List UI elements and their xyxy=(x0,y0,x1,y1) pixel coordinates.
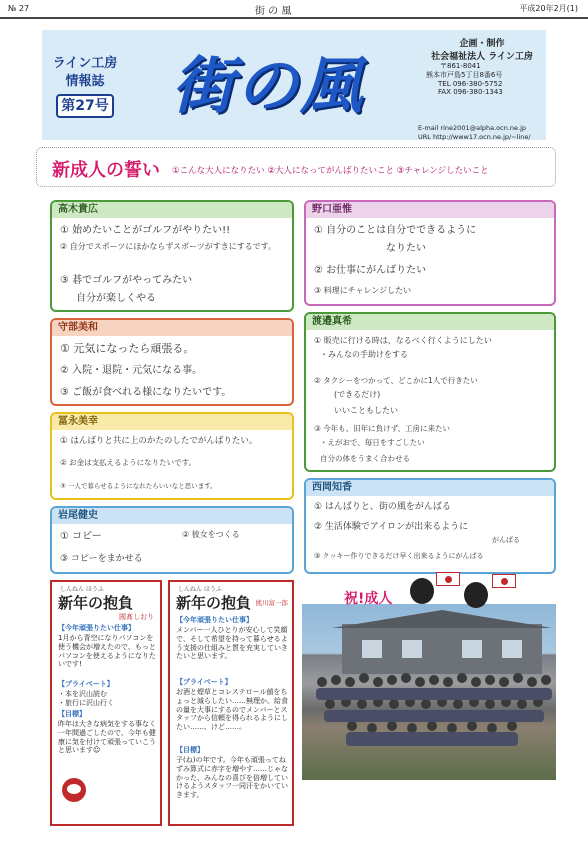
answer-line: ① はんばりと、街の風をがんばる xyxy=(314,502,451,512)
answer-line: ① 自分のことは自分でできるように xyxy=(314,225,477,236)
answer-line: ② 彼女をつくる xyxy=(182,530,240,539)
flag-icon xyxy=(492,574,516,588)
info-org: 社会福祉法人 ライン工房 xyxy=(431,52,533,62)
person-card-iwao xyxy=(50,506,294,574)
person-name: 高木貴広 xyxy=(52,202,292,218)
person-name: 渡邉真希 xyxy=(306,314,554,330)
resolution-text: メンバー一人ひとりが安心して笑顔で、そして希望を持って暮らせるよう支援の仕組みと質を充実していきたいと思います。 xyxy=(176,626,288,661)
person-name: 守部美和 xyxy=(52,320,292,336)
answer-line: ② 自分でスポーツにほかならずスポーツがすきにするです。 xyxy=(60,242,277,251)
answer-line: ③ ご飯が食べれる様になりたいです。 xyxy=(60,387,232,398)
answer-line: ③ コピーをまかせる xyxy=(60,554,143,564)
answer-line: 自分の体をうまく合わせる xyxy=(320,454,410,463)
resolution-box-1 xyxy=(50,580,162,826)
header-title: 街 の 風 xyxy=(255,6,292,17)
person-card-noguchi xyxy=(304,200,556,306)
answer-line: ③ クッキー作りできるだけ早く出来るようにがんばる xyxy=(314,552,484,560)
resolution-heading: 【プライベート】 xyxy=(176,678,232,686)
answer-line: ③ 碁でゴルフがやってみたい xyxy=(60,275,193,286)
info-fax: FAX 096-380-1343 xyxy=(438,88,503,97)
answer-line: ② お仕事にがんばりたい xyxy=(314,265,427,276)
person-name: 冨永美幸 xyxy=(52,414,292,430)
answer-line: ① コピー xyxy=(60,531,102,542)
answer-line: 自分が楽しくやる xyxy=(76,293,156,304)
resolution-text: ・本を沢山読む ・旅行に沢山行く xyxy=(58,690,114,707)
section-subtitle: ①こんな大人になりたい ②大人になってがんばりたいこと ③チャレンジしたいこと xyxy=(172,166,489,176)
answer-line: ① はんばりと共に上のかたのしたでがんばりたい。 xyxy=(60,436,258,446)
resolution-heading: 【目標】 xyxy=(58,710,86,718)
girl-illustration-icon xyxy=(464,582,488,608)
answer-line: がんばる xyxy=(492,536,520,544)
person-name: 野口亜惟 xyxy=(306,202,554,218)
answer-line: いいこともしたい xyxy=(334,406,398,415)
ruby: しんねん ほうふ xyxy=(178,586,222,593)
resolution-title: 新年の抱負 xyxy=(176,594,252,612)
person-card-moribe xyxy=(50,318,294,406)
resolution-text: 1月から青空になりパソコンを使う機会が増えたので、もっとパソコンを使えるようになりたいです! xyxy=(58,634,156,669)
group-photo-illustration xyxy=(302,604,556,780)
answer-line: ・えがおで、毎日をすごしたい xyxy=(320,438,425,447)
answer-line: ③ 今年も、旧年に負けず、工房に来たい xyxy=(314,424,451,433)
answer-line: ① 販売に行ける時は、なるべく行くようにしたい xyxy=(314,336,492,345)
answer-line: ① 始めたいことがゴルフがやりたい!! xyxy=(60,225,231,236)
answer-line: ① 元気になったら頑張る。 xyxy=(60,342,195,355)
info-zip: 〒861-8041 xyxy=(440,62,481,70)
boy-illustration-icon xyxy=(410,578,434,604)
answer-line: ・みんなの手助けをする xyxy=(320,350,408,359)
resolution-box-2 xyxy=(168,580,294,826)
resolution-text: お酒と煙草とコレステロール値をちょっと減らしたい……無理か。給食の量を大事にするのでメンバーとスタッフから信頼を得られるようにしたい……、けど……。 xyxy=(176,688,288,731)
answer-line: ③ 料理にチャレンジしたい xyxy=(314,286,412,295)
resolution-heading: 【今年頑張りたい仕事】 xyxy=(58,624,135,632)
resolution-author: 國髙しおり xyxy=(119,613,154,621)
header-divider xyxy=(0,17,588,19)
banner-text: 祝!成人 xyxy=(344,591,393,607)
resolution-title: 新年の抱負 xyxy=(58,594,134,612)
header-date: 平成20年2月(1) xyxy=(519,4,578,13)
answer-line: ② 生活体験でアイロンが出来るように xyxy=(314,522,469,532)
info-title: 企画・制作 xyxy=(459,39,505,49)
masthead-info xyxy=(420,36,544,97)
resolution-text: 昨年は大きな病気をする事なく一年間過ごしたので、今年も健康に気を付けて頑張っていこうと思います☺ xyxy=(58,720,156,755)
resolution-author: 熊川富一郎 xyxy=(255,599,288,607)
info-address: 熊本市戸島5丁目8番6号 xyxy=(426,70,503,79)
resolution-heading: 【プライベート】 xyxy=(58,680,114,688)
answer-line: ③ 一人で暮らせるようになれたらいいなと思います。 xyxy=(60,482,217,490)
flag-icon xyxy=(436,572,460,586)
person-card-watanabe xyxy=(304,312,556,472)
answer-line: ② タクシーをつかって、どこかに1人で行きたい xyxy=(314,376,478,385)
person-name: 西岡知香 xyxy=(306,480,554,496)
ruby: しんねん ほうふ xyxy=(60,586,104,593)
masthead-left-line1: ライン工房 xyxy=(52,56,118,71)
answer-line: ② お金は支払えるようになりたいです。 xyxy=(60,458,197,467)
person-card-takagi xyxy=(50,200,294,312)
answer-line: ② 入院・退院・元気になる事。 xyxy=(60,365,203,376)
daruma-icon xyxy=(62,778,86,802)
celebration-banner xyxy=(344,588,404,610)
group-photo xyxy=(302,604,556,780)
section-title: 新成人の誓い xyxy=(52,160,160,181)
resolution-text: 子(ね)の年です。今年も頑張ってねずみ算式に赤字を増やす……じゃなかった、みんなの喜びを倍増していけるようスタッフ一同汗をかいていきます。 xyxy=(176,756,288,799)
person-name: 岩尾健史 xyxy=(52,508,292,524)
resolution-heading: 【今年頑張りたい仕事】 xyxy=(176,616,253,624)
person-card-nishioka xyxy=(304,478,556,574)
info-email: E-mail rine2001@alpha.ocn.ne.jp xyxy=(418,124,527,132)
answer-line: (できるだけ) xyxy=(334,390,381,399)
info-tel: TEL 096-380-5752 xyxy=(438,79,503,88)
masthead-issue-badge: 第27号 xyxy=(56,94,114,118)
info-url: URL http://www17.ocn.ne.jp/~line/ xyxy=(418,133,531,141)
resolution-heading: 【目標】 xyxy=(176,746,204,754)
masthead-left-line2: 情報誌 xyxy=(65,74,105,89)
person-card-tominaga xyxy=(50,412,294,500)
issue-number: № 27 xyxy=(8,4,30,13)
masthead-logo: 街の風 xyxy=(172,49,365,122)
answer-line: なりたい xyxy=(386,243,426,254)
